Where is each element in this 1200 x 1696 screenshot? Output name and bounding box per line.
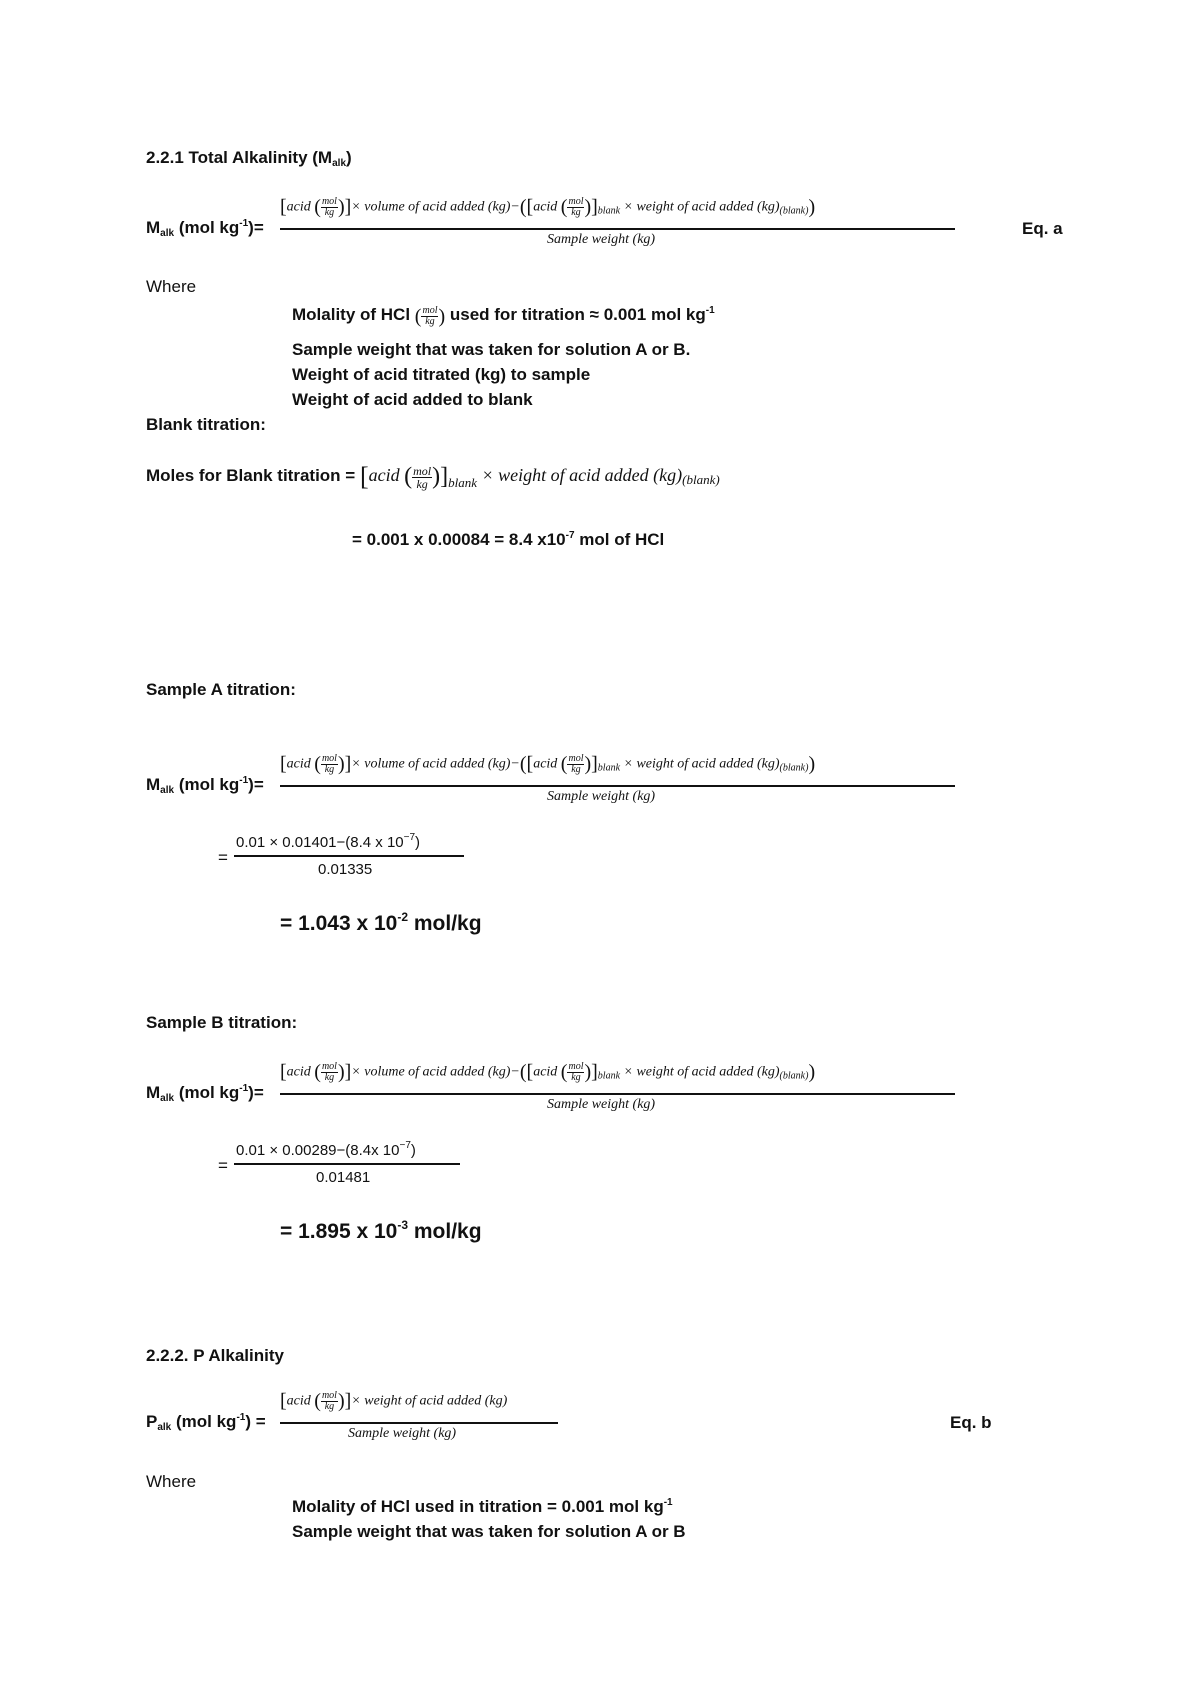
sample-a-lhs: $M_{alk}$ (mol $kg^{-1})=$ (146, 775, 264, 796)
equation-b-lhs: $P_{alk}$ (mol $kg^{-1}$) = (146, 1412, 266, 1433)
where-label: Where (146, 277, 197, 296)
blank-result: = 0.001 x 0.00084 = 8.4 $x10^{-7}$ mol of HCl (352, 530, 665, 549)
sample-a-denominator: Sample weight (kg) (547, 789, 656, 804)
sample-a-calc-denominator: 0.01335 (318, 861, 373, 878)
sample-a-result: = 1.043 x $10^{-2}$ mol/kg (280, 910, 482, 935)
sample-a-equals: = (218, 848, 228, 867)
where-2-molality: Molality of HCl used in titration = 0.001 mol $kg^{-1}$ (292, 1497, 673, 1516)
sample-b-calc-bar (234, 1163, 460, 1165)
sample-a-calc-numerator: 0.01 × 0.01401−(8.4 x $10^{-7}$) (236, 832, 421, 851)
sample-a-fraction-bar (280, 785, 955, 787)
sample-b-numerator: [acid ( mol kg )]× volume of acid added (kg)−([acid ( mol kg )]$_{blank}$ × weight of acid added $(kg)_{(blank)}$) (280, 1061, 816, 1083)
equation-a-fraction-bar (280, 228, 955, 230)
sample-b-calc-numerator: 0.01 × 0.00289−(8.4x $10^{-7}$) (236, 1140, 416, 1159)
sample-a-numerator: [acid ( mol kg )]× volume of acid added (kg)−([acid ( mol kg )]$_{blank}$ × weight of acid added $(kg)_{(blank)}$) (280, 753, 816, 775)
section-heading-total-alkalinity: 2.2.1 Total Alkalinity $(M_{alk})$ (146, 148, 352, 169)
where-label-2: Where (146, 1472, 197, 1491)
sample-a-heading: Sample A titration: (146, 680, 296, 699)
sample-b-lhs: $M_{alk}$ (mol $kg^{-1})=$ (146, 1083, 264, 1104)
equation-a-label: Eq. a (1022, 219, 1063, 238)
sample-b-heading: Sample B titration: (146, 1013, 298, 1032)
sample-a-calc-bar (234, 855, 464, 857)
equation-a-lhs: $M_{alk}$ (mol $kg^{-1})=$ (146, 218, 264, 239)
sample-b-fraction-bar (280, 1093, 955, 1095)
equation-b-numerator: [acid ( mol kg )]× weight of acid added (kg) (280, 1390, 508, 1412)
sample-b-equals: = (218, 1156, 228, 1175)
equation-b-label: Eq. b (950, 1413, 992, 1432)
equation-b-denominator: Sample weight (kg) (348, 1426, 457, 1441)
sample-b-calc-denominator: 0.01481 (316, 1169, 371, 1186)
where-line-acid-blank: Weight of acid added to blank (292, 390, 533, 409)
equation-b-fraction-bar (280, 1422, 558, 1424)
equation-a-numerator: [acid ( mol kg )]× volume of acid added (kg)−([acid ( mol kg )]$_{blank}$ × weight of acid added $(kg)_{(blank)}$) (280, 196, 816, 218)
where-2-sample-weight: Sample weight that was taken for solution A or B (292, 1522, 686, 1541)
where-line-acid-titrated: Weight of acid titrated (kg) to sample (292, 365, 591, 384)
blank-moles-equation: Moles for Blank titration = [acid ( mol kg )]$_{blank}$ × weight of acid added $(kg)_{(blank)}$ (146, 462, 720, 491)
where-line-sample-weight: Sample weight that was taken for solution A or B. (292, 340, 691, 359)
sample-b-denominator: Sample weight (kg) (547, 1097, 656, 1112)
equation-a-denominator: Sample weight (kg) (547, 232, 656, 247)
blank-titration-heading: Blank titration: (146, 415, 266, 434)
section-heading-p-alkalinity: 2.2.2. P Alkalinity (146, 1346, 284, 1365)
where-line-molality: Molality of HCl ( mol kg ) used for titration ≈ 0.001 mol $kg^{-1}$ (292, 305, 715, 328)
sample-b-result: = 1.895 x $10^{-3}$ mol/kg (280, 1218, 482, 1243)
